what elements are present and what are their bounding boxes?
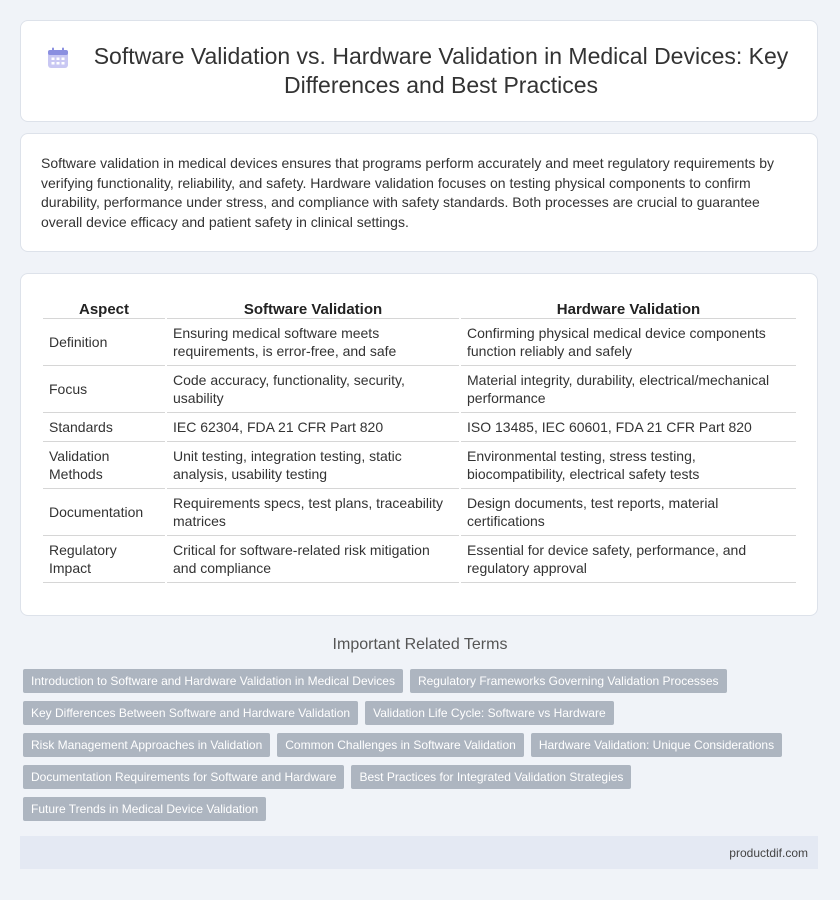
title-card <box>20 20 818 122</box>
related-term-tag[interactable]: Validation Life Cycle: Software vs Hardware <box>365 701 614 725</box>
table-row <box>43 413 796 442</box>
table-cell-software: Unit testing, integration testing, static analysis, usability testing <box>167 442 459 489</box>
comparison-table <box>41 296 798 583</box>
comparison-card <box>20 273 818 616</box>
table-cell-hardware: Environmental testing, stress testing, biocompatibility, electrical safety tests <box>461 442 796 489</box>
table-row <box>43 366 796 413</box>
related-term-tag[interactable]: Best Practices for Integrated Validation Strategies <box>351 765 631 789</box>
table-row <box>43 536 796 583</box>
related-terms-list <box>23 669 813 821</box>
table-row <box>43 442 796 489</box>
table-cell-aspect: Documentation <box>43 489 165 536</box>
table-cell-hardware: ISO 13485, IEC 60601, FDA 21 CFR Part 820 <box>461 413 796 442</box>
table-cell-software: Ensuring medical software meets requirements, is error-free, and safe <box>167 319 459 366</box>
table-row <box>43 319 796 366</box>
table-cell-software: IEC 62304, FDA 21 CFR Part 820 <box>167 413 459 442</box>
related-term-tag[interactable]: Documentation Requirements for Software and Hardware <box>23 765 344 789</box>
table-cell-aspect: Focus <box>43 366 165 413</box>
related-term-tag[interactable]: Introduction to Software and Hardware Validation in Medical Devices <box>23 669 403 693</box>
column-header-aspect: Aspect <box>43 296 165 319</box>
related-term-tag[interactable]: Future Trends in Medical Device Validation <box>23 797 266 821</box>
table-cell-hardware: Confirming physical medical device components function reliably and safely <box>461 319 796 366</box>
table-cell-software: Code accuracy, functionality, security, usability <box>167 366 459 413</box>
related-term-tag[interactable]: Key Differences Between Software and Hardware Validation <box>23 701 358 725</box>
table-row <box>43 489 796 536</box>
table-cell-aspect: Validation Methods <box>43 442 165 489</box>
table-cell-hardware: Material integrity, durability, electrical/mechanical performance <box>461 366 796 413</box>
table-cell-hardware: Essential for device safety, performance, and regulatory approval <box>461 536 796 583</box>
footer-site-name[interactable]: productdif.com <box>729 845 808 860</box>
related-term-tag[interactable]: Regulatory Frameworks Governing Validation Processes <box>410 669 727 693</box>
table-cell-hardware: Design documents, test reports, material certifications <box>461 489 796 536</box>
related-terms-heading: Important Related Terms <box>332 636 508 653</box>
page-title: Software Validation vs. Hardware Validation in Medical Devices: Key Differences and Best Practices <box>93 43 789 98</box>
table-cell-aspect: Standards <box>43 413 165 442</box>
intro-card <box>20 133 818 252</box>
intro-paragraph: Software validation in medical devices ensures that programs perform accurately and meet regulatory requirements by verifying functionality, reliability, and safety. Hardware validation focuses on testing physical components to confirm durability, performance under stress, and compliance with safety standards. Both processes are crucial to guarantee overall device efficacy and patient safety in clinical settings. <box>41 155 775 230</box>
calendar-icon <box>47 47 69 69</box>
table-cell-software: Requirements specs, test plans, traceability matrices <box>167 489 459 536</box>
column-header-hardware: Hardware Validation <box>461 296 796 319</box>
table-header-row <box>43 296 796 319</box>
related-term-tag[interactable]: Common Challenges in Software Validation <box>277 733 524 757</box>
table-cell-aspect: Regulatory Impact <box>43 536 165 583</box>
table-cell-aspect: Definition <box>43 319 165 366</box>
footer <box>20 836 818 869</box>
related-term-tag[interactable]: Risk Management Approaches in Validation <box>23 733 270 757</box>
column-header-software: Software Validation <box>167 296 459 319</box>
related-term-tag[interactable]: Hardware Validation: Unique Considerations <box>531 733 782 757</box>
table-cell-software: Critical for software-related risk mitigation and compliance <box>167 536 459 583</box>
title-row <box>21 21 817 121</box>
